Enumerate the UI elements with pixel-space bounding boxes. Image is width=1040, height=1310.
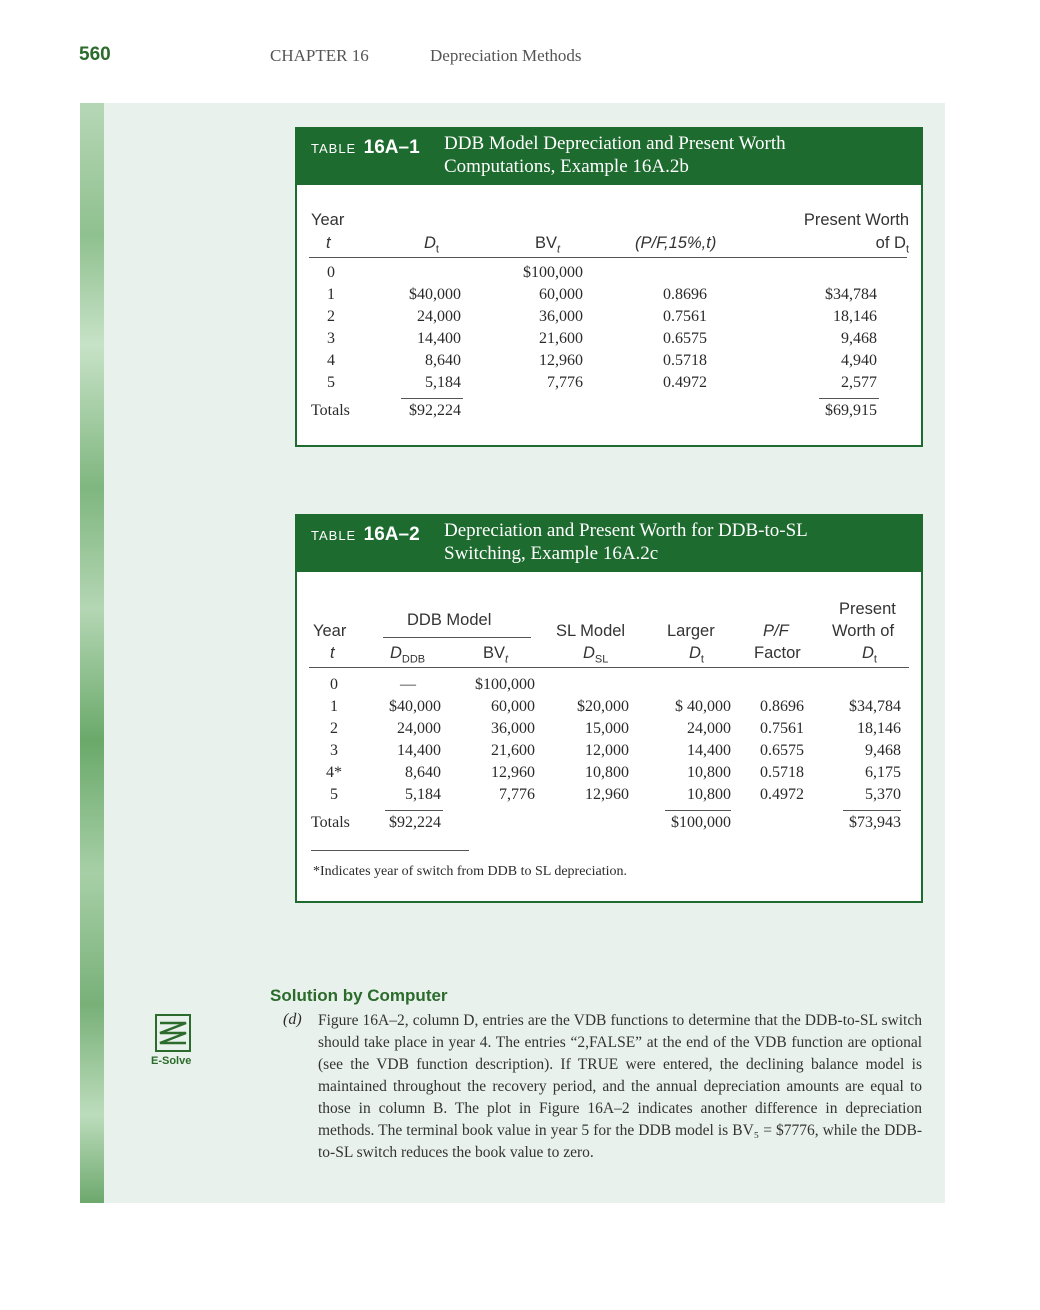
col-header-year: t: [330, 644, 335, 662]
pf-factor-cell: 0.5718: [760, 764, 804, 781]
book-value-cell: $100,000: [475, 676, 535, 693]
page-header: [0, 44, 1040, 74]
depreciation-cell: 24,000: [417, 308, 461, 325]
year-cell: 5: [330, 786, 338, 803]
table-tag: [311, 524, 420, 546]
sl-depreciation-cell: 12,960: [585, 786, 629, 803]
ddb-depreciation-cell: $40,000: [389, 698, 441, 715]
pf-factor-cell: 0.8696: [760, 698, 804, 715]
table-tag: [311, 137, 420, 159]
book-value-cell: $100,000: [523, 264, 583, 281]
book-value-cell: 21,600: [491, 742, 535, 759]
col-header-sl-top: SL Model: [556, 622, 626, 640]
year-cell: 5: [327, 374, 335, 391]
totals-larger: $100,000: [671, 814, 731, 831]
present-worth-cell: $34,784: [825, 286, 877, 303]
col-header-bv: $BV_t$: [483, 644, 509, 666]
sum-rule: [401, 398, 463, 399]
present-worth-cell: 2,577: [841, 374, 877, 391]
col-header-pw-top: Present Worth: [803, 211, 909, 229]
factor-cell: 0.8696: [663, 286, 707, 303]
present-worth-cell: 5,370: [865, 786, 901, 803]
totals-depreciation: $92,224: [409, 402, 461, 419]
header-rule: [309, 257, 907, 258]
col-header-pf-top: P/F: [763, 622, 789, 640]
book-value-cell: 12,960: [539, 352, 583, 369]
book-value-cell: 7,776: [547, 374, 583, 391]
footnote-rule: [311, 850, 469, 851]
factor-cell: 0.6575: [663, 330, 707, 347]
col-header-year: t: [326, 234, 331, 252]
table-header-bar: [297, 129, 921, 185]
totals-present-worth: $69,915: [825, 402, 877, 419]
solution-paragraph: Figure 16A–2, column D, entries are the VDB functions to determine that the DDB-to-SL switch should take place in year 4. The entries “2,FALSE” at the end of the VDB function are optional (see the VDB function description). If TRUE were entered, the declining balance model is maintained throughout the recovery period, and the annual depreciation amounts are equal to those in column B. The plot in Figure 16A–2 indicates another difference in depreciation methods. The terminal book value in year 5 for the DDB model is BV₅ = $7776, while the DDB-to-SL switch reduces the book value to zero.: [318, 1012, 922, 1161]
e-solve-label: E-Solve: [151, 1055, 192, 1067]
present-worth-cell: 9,468: [865, 742, 901, 759]
col-header-dsl: $D_{SL}$: [583, 644, 609, 666]
larger-depreciation-cell: 14,400: [687, 742, 731, 759]
totals-present-worth: $73,943: [849, 814, 901, 831]
book-value-cell: 21,600: [539, 330, 583, 347]
header-rule: [309, 667, 909, 668]
depreciation-cell: 14,400: [417, 330, 461, 347]
sl-depreciation-cell: $20,000: [577, 698, 629, 715]
year-cell: 3: [327, 330, 335, 347]
ddb-depreciation-cell: 14,400: [397, 742, 441, 759]
sum-rule: [819, 398, 879, 399]
year-cell: 1: [330, 698, 338, 715]
larger-depreciation-cell: 24,000: [687, 720, 731, 737]
present-worth-cell: $34,784: [849, 698, 901, 715]
depreciation-cell: 5,184: [425, 374, 461, 391]
totals-ddb: $92,224: [389, 814, 441, 831]
larger-depreciation-cell: 10,800: [687, 764, 731, 781]
sum-rule: [665, 810, 731, 811]
table-tag-word: TABLE: [311, 141, 357, 156]
solution-title: Solution by Computer: [270, 986, 448, 1005]
table-tag-number: 16A–2: [363, 524, 420, 545]
present-worth-cell: 6,175: [865, 764, 901, 781]
totals-label: Totals: [311, 814, 350, 831]
col-header-pw-top2: Worth of: [832, 622, 895, 640]
col-header-bv: $BV_t$: [535, 234, 561, 256]
table-footnote: *Indicates year of switch from DDB to SL depreciation.: [313, 864, 628, 879]
ddb-depreciation-cell: 5,184: [405, 786, 441, 803]
col-header-larger-top: Larger: [667, 622, 715, 640]
book-value-cell: 12,960: [491, 764, 535, 781]
pf-factor-cell: 0.6575: [760, 742, 804, 759]
page-number: 560: [79, 44, 111, 65]
totals-label: Totals: [311, 402, 350, 419]
factor-cell: 0.5718: [663, 352, 707, 369]
decorative-strip: [80, 103, 104, 1203]
table-tag-number: 16A–1: [363, 137, 420, 158]
table-16a-1: [295, 127, 923, 447]
book-value-cell: 60,000: [491, 698, 535, 715]
sl-depreciation-cell: 10,800: [585, 764, 629, 781]
depreciation-cell: $40,000: [409, 286, 461, 303]
chapter-label: CHAPTER 16: [270, 46, 369, 65]
larger-depreciation-cell: 10,800: [687, 786, 731, 803]
col-header-year-top: Year: [313, 622, 347, 640]
ddb-depreciation-cell: —: [400, 676, 416, 693]
caption-line-1: Depreciation and Present Worth for DDB-to-SL: [444, 520, 808, 541]
ddb-depreciation-cell: 8,640: [405, 764, 441, 781]
col-header-pw: $D_t$: [862, 644, 877, 666]
table-caption: [444, 132, 904, 178]
year-cell: 4: [327, 352, 335, 369]
book-value-cell: 36,000: [539, 308, 583, 325]
col-header-year-top: Year: [311, 211, 345, 229]
book-value-cell: 60,000: [539, 286, 583, 303]
present-worth-cell: 18,146: [857, 720, 901, 737]
year-cell: 4*: [326, 764, 342, 781]
pf-factor-cell: 0.4972: [760, 786, 804, 803]
solution-part-label: (d): [283, 1011, 302, 1028]
table-header-bar: [297, 516, 921, 572]
table-16a-2: [295, 514, 923, 903]
year-cell: 1: [327, 286, 335, 303]
present-worth-cell: 18,146: [833, 308, 877, 325]
col-header-pw-top1: Present: [839, 600, 896, 618]
present-worth-cell: 4,940: [841, 352, 877, 369]
e-solve-icon: [155, 1014, 191, 1052]
col-header-larger: $D_t$: [689, 644, 704, 666]
year-cell: 0: [327, 264, 335, 281]
year-cell: 2: [327, 308, 335, 325]
table-caption: [444, 519, 904, 565]
year-cell: 0: [330, 676, 338, 693]
book-value-cell: 7,776: [499, 786, 535, 803]
year-cell: 2: [330, 720, 338, 737]
caption-line-2: Computations, Example 16A.2b: [444, 156, 689, 177]
caption-line-1: DDB Model Depreciation and Present Worth: [444, 133, 786, 154]
sl-depreciation-cell: 12,000: [585, 742, 629, 759]
caption-line-2: Switching, Example 16A.2c: [444, 543, 659, 564]
col-header-pw: of $D_t$: [875, 234, 909, 256]
col-header-dt: $D_t$: [424, 234, 439, 256]
factor-cell: 0.7561: [663, 308, 707, 325]
chapter-title: Depreciation Methods: [430, 46, 582, 65]
sum-rule: [843, 810, 901, 811]
present-worth-cell: 9,468: [841, 330, 877, 347]
year-cell: 3: [330, 742, 338, 759]
larger-depreciation-cell: $ 40,000: [675, 698, 731, 715]
sl-depreciation-cell: 15,000: [585, 720, 629, 737]
col-header-dddb: $D_{DDB}$: [390, 644, 426, 666]
factor-cell: 0.4972: [663, 374, 707, 391]
col-header-pf: Factor: [754, 644, 801, 662]
depreciation-cell: 8,640: [425, 352, 461, 369]
col-header-ddb-group: DDB Model: [407, 611, 492, 629]
table-tag-word: TABLE: [311, 528, 357, 543]
ddb-depreciation-cell: 24,000: [397, 720, 441, 737]
pf-factor-cell: 0.7561: [760, 720, 804, 737]
col-header-factor: (P/F,15%,t): [635, 234, 717, 252]
sum-rule: [385, 810, 443, 811]
ddb-group-rule: [383, 637, 531, 638]
book-value-cell: 36,000: [491, 720, 535, 737]
